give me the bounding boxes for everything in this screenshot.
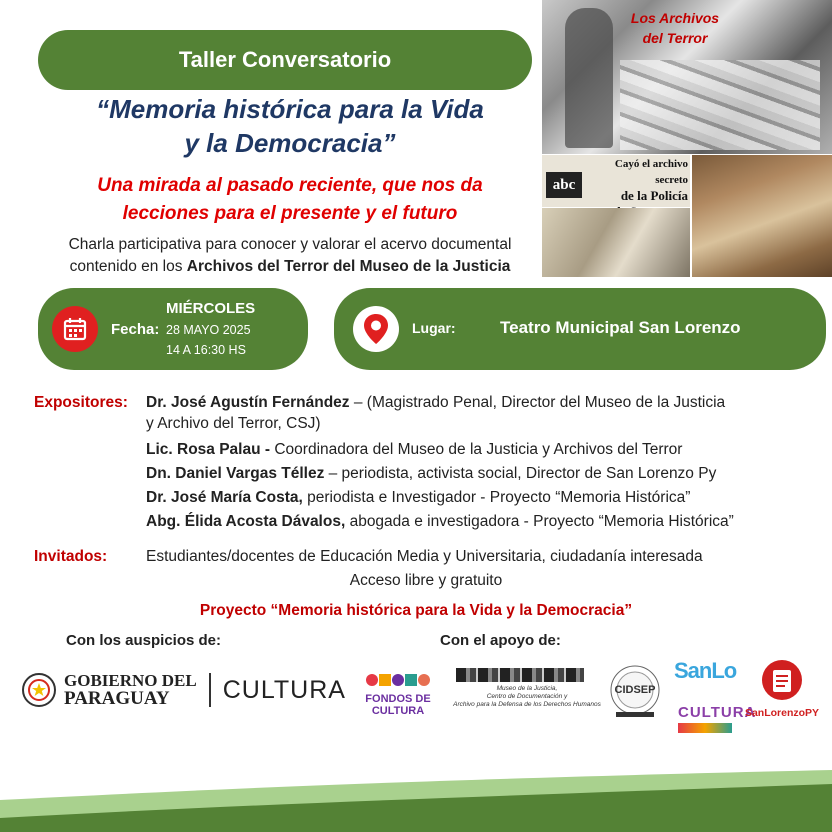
newspaper-logo: abc: [546, 172, 582, 198]
sanlorenzopy-emblem-icon: [760, 658, 804, 702]
description-line2: [20, 256, 560, 278]
description-line1: Charla participativa para conocer y valorar el acervo documental: [68, 236, 512, 253]
description-bold: Archivos del Terror del Museo de la Justicia: [186, 258, 511, 275]
gobierno-paraguay-logo: [22, 672, 346, 708]
archive-office-photo: [542, 208, 690, 277]
speaker-item: [146, 439, 826, 460]
photo-caption-line1: Los Archivos: [630, 10, 720, 26]
speakers-label: Expositores:: [34, 394, 128, 411]
event-type-banner: [38, 30, 532, 90]
speaker-name: Dr. José Agustín Fernández: [146, 394, 350, 411]
subtitle-line1: Una mirada al pasado reciente, que nos da: [97, 175, 483, 196]
guests-text: Estudiantes/docentes de Educación Media y Universitaria, ciudadanía interesada: [146, 548, 703, 565]
sanlo-logo: [674, 658, 738, 684]
place-label: Lugar:: [412, 320, 456, 336]
location-pin-icon: [353, 306, 399, 352]
subtitle-line2: lecciones para el presente y el futuro: [122, 203, 458, 224]
museo-line1: Museo de la Justicia,: [496, 685, 558, 692]
place-value: Teatro Municipal San Lorenzo: [500, 318, 741, 337]
fondos-cultura-shapes-icon: [366, 672, 430, 688]
gobierno-line2: PARAGUAY: [64, 688, 170, 709]
archive-photo-person: [565, 8, 613, 148]
date-value: 28 MAYO 2025: [166, 323, 251, 337]
date-day: MIÉRCOLES: [166, 300, 256, 317]
cultura-text: CULTURA: [222, 675, 346, 704]
speaker-name: Lic. Rosa Palau -: [146, 441, 271, 458]
newspaper-headline-line2: de la Policía: [620, 188, 688, 203]
sanlo-text: [674, 658, 738, 684]
subtitle: [20, 172, 560, 228]
museo-text: [452, 685, 602, 709]
cultura-san-lorenzo-logo: [678, 704, 757, 733]
access-note: Acceso libre y gratuito: [349, 572, 503, 589]
description: [20, 234, 560, 278]
speaker-item: [146, 392, 826, 434]
museo-line2: Centro de Documentación y: [486, 693, 568, 700]
calendar-icon: [52, 306, 98, 352]
description-plain: contenido en los: [69, 258, 187, 275]
bottom-decorative-wave: [0, 760, 832, 832]
main-title-line2: y la Democracia”: [184, 128, 396, 158]
speaker-role: abogada e investigadora - Proyecto “Memoria Histórica”: [345, 513, 734, 530]
photo-caption: [610, 8, 740, 48]
time-value: 14 A 16:30 HS: [166, 343, 246, 357]
event-type: Taller Conversatorio: [178, 47, 392, 72]
speaker-role: – (Magistrado Penal, Director del Museo de la Justicia: [349, 394, 726, 411]
museo-justicia-logo: [452, 668, 602, 709]
fondos-cultura-text: FONDOS DE CULTURA: [365, 693, 431, 717]
museo-line3: Archivo para la Defensa de los Derechos Humanos: [453, 701, 601, 708]
sanlorenzopy-logo: [736, 658, 828, 719]
cidsep-logo: [602, 664, 668, 720]
project-name: Proyecto “Memoria histórica para la Vida y la Democracia”: [199, 602, 633, 619]
guests-label: Invitados:: [34, 548, 108, 565]
fondos-cultura-logo: [364, 672, 432, 717]
museo-photo-strip: [456, 668, 584, 682]
photo-caption-line2: del Terror: [642, 30, 708, 46]
speaker-role: Coordinadora del Museo de la Justicia y Archivos del Terror: [270, 441, 683, 458]
newspaper-headline-line1: Cayó el archivo secreto: [614, 158, 688, 186]
speaker-item: [146, 511, 826, 532]
archive-photo-papers: [620, 60, 820, 150]
speaker-name: Dn. Daniel Vargas Téllez: [146, 465, 325, 482]
speaker-name: Dr. José María Costa,: [146, 489, 303, 506]
speaker-name: Abg. Élida Acosta Dávalos,: [146, 513, 346, 530]
cultura-sl-bar: [678, 723, 732, 733]
date-label: Fecha:: [111, 321, 160, 338]
support-label: Con el apoyo de:: [440, 632, 561, 649]
main-title-line1: “Memoria histórica para la Vida: [96, 94, 484, 124]
sanlo-wordmark: SanLo: [674, 658, 737, 683]
speaker-role-cont: y Archivo del Terror, CSJ): [146, 415, 321, 432]
paraguay-seal-icon: [22, 673, 56, 707]
speaker-item: [146, 463, 826, 484]
gobierno-line1: GOBIERNO DEL: [64, 671, 197, 690]
speaker-item: [146, 487, 826, 508]
cidsep-text: CIDSEP: [614, 684, 656, 696]
archive-files-photo: [692, 155, 832, 277]
speaker-role: – periodista, activista social, Director de San Lorenzo Py: [324, 465, 717, 482]
cultura-sl-text: CULTURA: [678, 704, 757, 721]
main-title: [20, 92, 560, 160]
speaker-role: periodista e Investigador - Proyecto “Memoria Histórica”: [302, 489, 691, 506]
logo-divider: [209, 673, 211, 707]
sponsors-label: Con los auspicios de:: [66, 632, 222, 649]
sanlorenzopy-text: SanLorenzoPY: [744, 707, 820, 719]
gobierno-text: [64, 672, 197, 708]
